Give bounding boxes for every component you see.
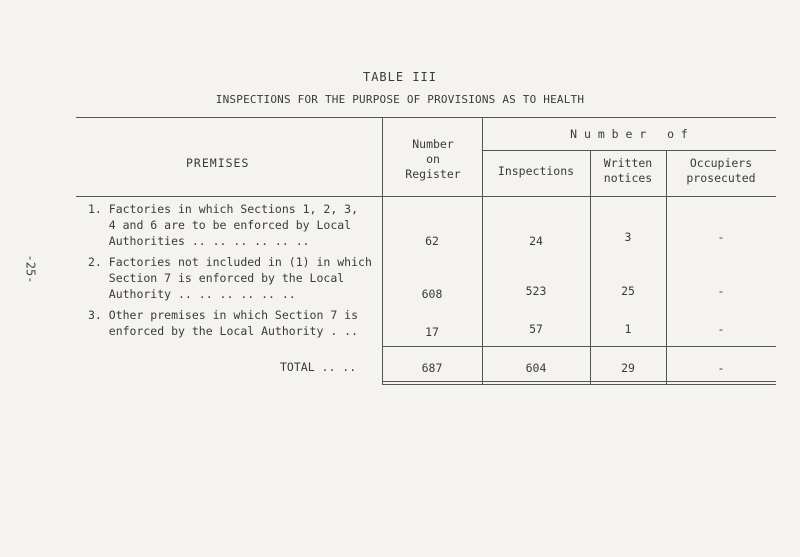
row-text: enforced by the Local Authority . ..: [88, 324, 359, 338]
cell-inspections: 24: [529, 234, 543, 248]
table-top-rule: [76, 117, 776, 118]
cell-register: 17: [425, 325, 439, 339]
cell-written: 3: [624, 230, 632, 244]
total-register: 687: [421, 361, 443, 375]
total-occupiers: -: [717, 361, 725, 375]
cell-occupiers: -: [717, 230, 725, 244]
header-premises: PREMISES: [186, 156, 250, 170]
cell-occupiers: -: [717, 284, 725, 298]
cell-register: 62: [425, 234, 439, 248]
col-divider-register: [382, 117, 383, 384]
cell-written: 1: [624, 322, 632, 336]
row-text: Section 7 is enforced by the Local: [88, 271, 345, 285]
row-text: 3. Other premises in which Section 7 is: [88, 308, 359, 322]
cell-inspections: 57: [529, 322, 543, 336]
header-register: Number on Register: [405, 137, 461, 181]
header-inspections: Inspections: [497, 164, 575, 178]
total-label: TOTAL .. ..: [280, 360, 357, 374]
total-written: 29: [621, 361, 635, 375]
page-number: -25-: [23, 254, 38, 284]
table-bottom-rule: [382, 381, 776, 382]
header-mid-rule: [482, 150, 776, 151]
row-text: Authorities .. .. .. .. .. ..: [88, 234, 310, 248]
table-title: TABLE III: [362, 70, 438, 84]
total-inspections: 604: [525, 361, 547, 375]
col-divider-inspections: [482, 117, 483, 384]
row-text: 2. Factories not included in (1) in which: [88, 255, 372, 269]
table-bottom-rule-double: [382, 384, 776, 385]
header-written-notices: Written notices: [603, 156, 653, 185]
cell-written: 25: [621, 284, 635, 298]
row-text: 1. Factories in which Sections 1, 2, 3,: [88, 202, 359, 216]
cell-occupiers: -: [717, 322, 725, 336]
total-top-rule: [382, 346, 776, 347]
cell-register: 608: [421, 287, 443, 301]
row-text: Authority .. .. .. .. .. ..: [88, 287, 296, 301]
header-occupiers-prosecuted: Occupiers prosecuted: [686, 156, 756, 185]
header-number-of: N u m b e r o f: [570, 127, 688, 141]
header-bottom-rule: [76, 196, 776, 197]
cell-inspections: 523: [525, 284, 547, 298]
row-text: 4 and 6 are to be enforced by Local: [88, 218, 352, 232]
table-subtitle: INSPECTIONS FOR THE PURPOSE OF PROVISIONS AS TO HEALTH: [215, 93, 585, 106]
